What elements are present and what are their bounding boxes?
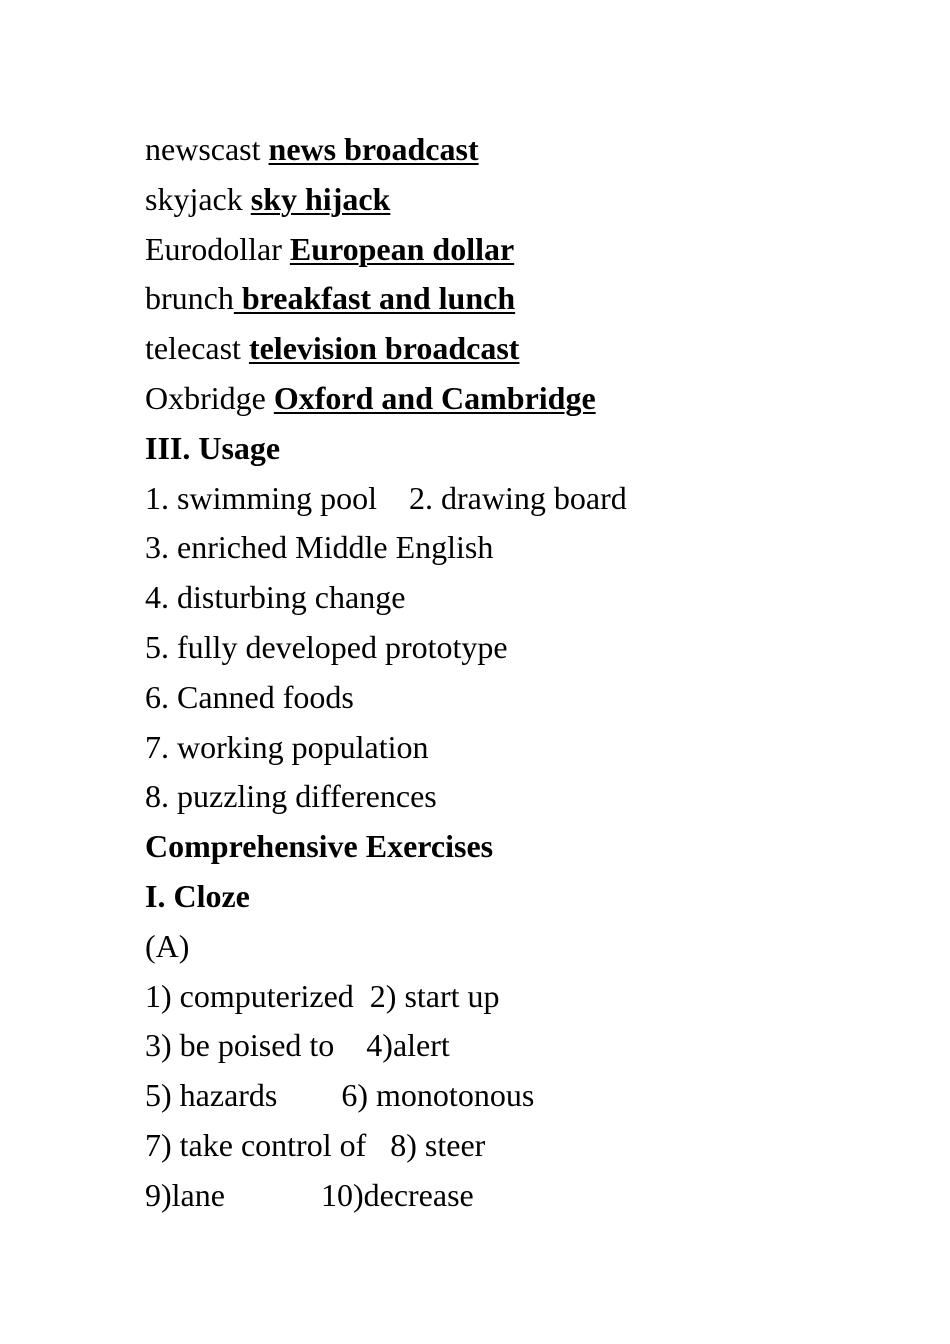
- blend-separator: [243, 181, 251, 217]
- blend-row: [145, 374, 905, 424]
- blend-answer: television broadcast: [248, 330, 520, 367]
- blend-row: [145, 274, 905, 324]
- blend-word: skyjack: [145, 180, 243, 217]
- comprehensive-exercises-heading: Comprehensive Exercises: [145, 828, 494, 865]
- usage-answer-list: [145, 474, 905, 823]
- cloze-heading: I. Cloze: [145, 877, 250, 914]
- cloze-item: 5) hazards 6) monotonous: [145, 1077, 535, 1114]
- document-page: [145, 125, 905, 1221]
- usage-heading: III. Usage: [145, 429, 281, 466]
- blend-separator: [241, 330, 249, 366]
- usage-item: 7. working population: [145, 728, 429, 765]
- usage-item: 5. fully developed prototype: [145, 628, 508, 665]
- blend-answer: sky hijack: [250, 180, 391, 217]
- usage-item: 3. enriched Middle English: [145, 529, 494, 566]
- blend-word: newscast: [145, 131, 261, 167]
- blend-separator: [261, 131, 269, 167]
- usage-item: 4. disturbing change: [145, 579, 406, 616]
- blend-word: telecast: [145, 330, 241, 367]
- cloze-item: 3) be poised to 4)alert: [145, 1027, 450, 1064]
- blend-row: [145, 324, 905, 374]
- cloze-part-label: (A): [145, 927, 190, 964]
- cloze-item: 1) computerized 2) start up: [145, 977, 500, 1014]
- usage-item: 6. Canned foods: [145, 678, 354, 715]
- blend-row: [145, 175, 905, 225]
- cloze-answer-list: [145, 972, 905, 1221]
- blend-separator: [266, 380, 274, 416]
- blend-answer: news broadcast: [268, 131, 479, 167]
- blend-word: Oxbridge: [145, 379, 266, 416]
- cloze-item: 7) take control of 8) steer: [145, 1126, 486, 1163]
- blend-answer: breakfast and lunch: [233, 280, 516, 317]
- blend-answer: European dollar: [289, 230, 515, 267]
- blend-word-list: [145, 125, 905, 424]
- blend-row: [145, 225, 905, 275]
- blend-answer: Oxford and Cambridge: [273, 379, 596, 416]
- blend-separator: [282, 231, 290, 267]
- cloze-item: 9)lane 10)decrease: [145, 1176, 474, 1213]
- usage-item: 1. swimming pool 2. drawing board: [145, 479, 627, 516]
- usage-item: 8. puzzling differences: [145, 778, 437, 815]
- blend-row: [145, 125, 905, 175]
- blend-word: brunch: [145, 280, 234, 317]
- blend-word: Eurodollar: [145, 230, 282, 267]
